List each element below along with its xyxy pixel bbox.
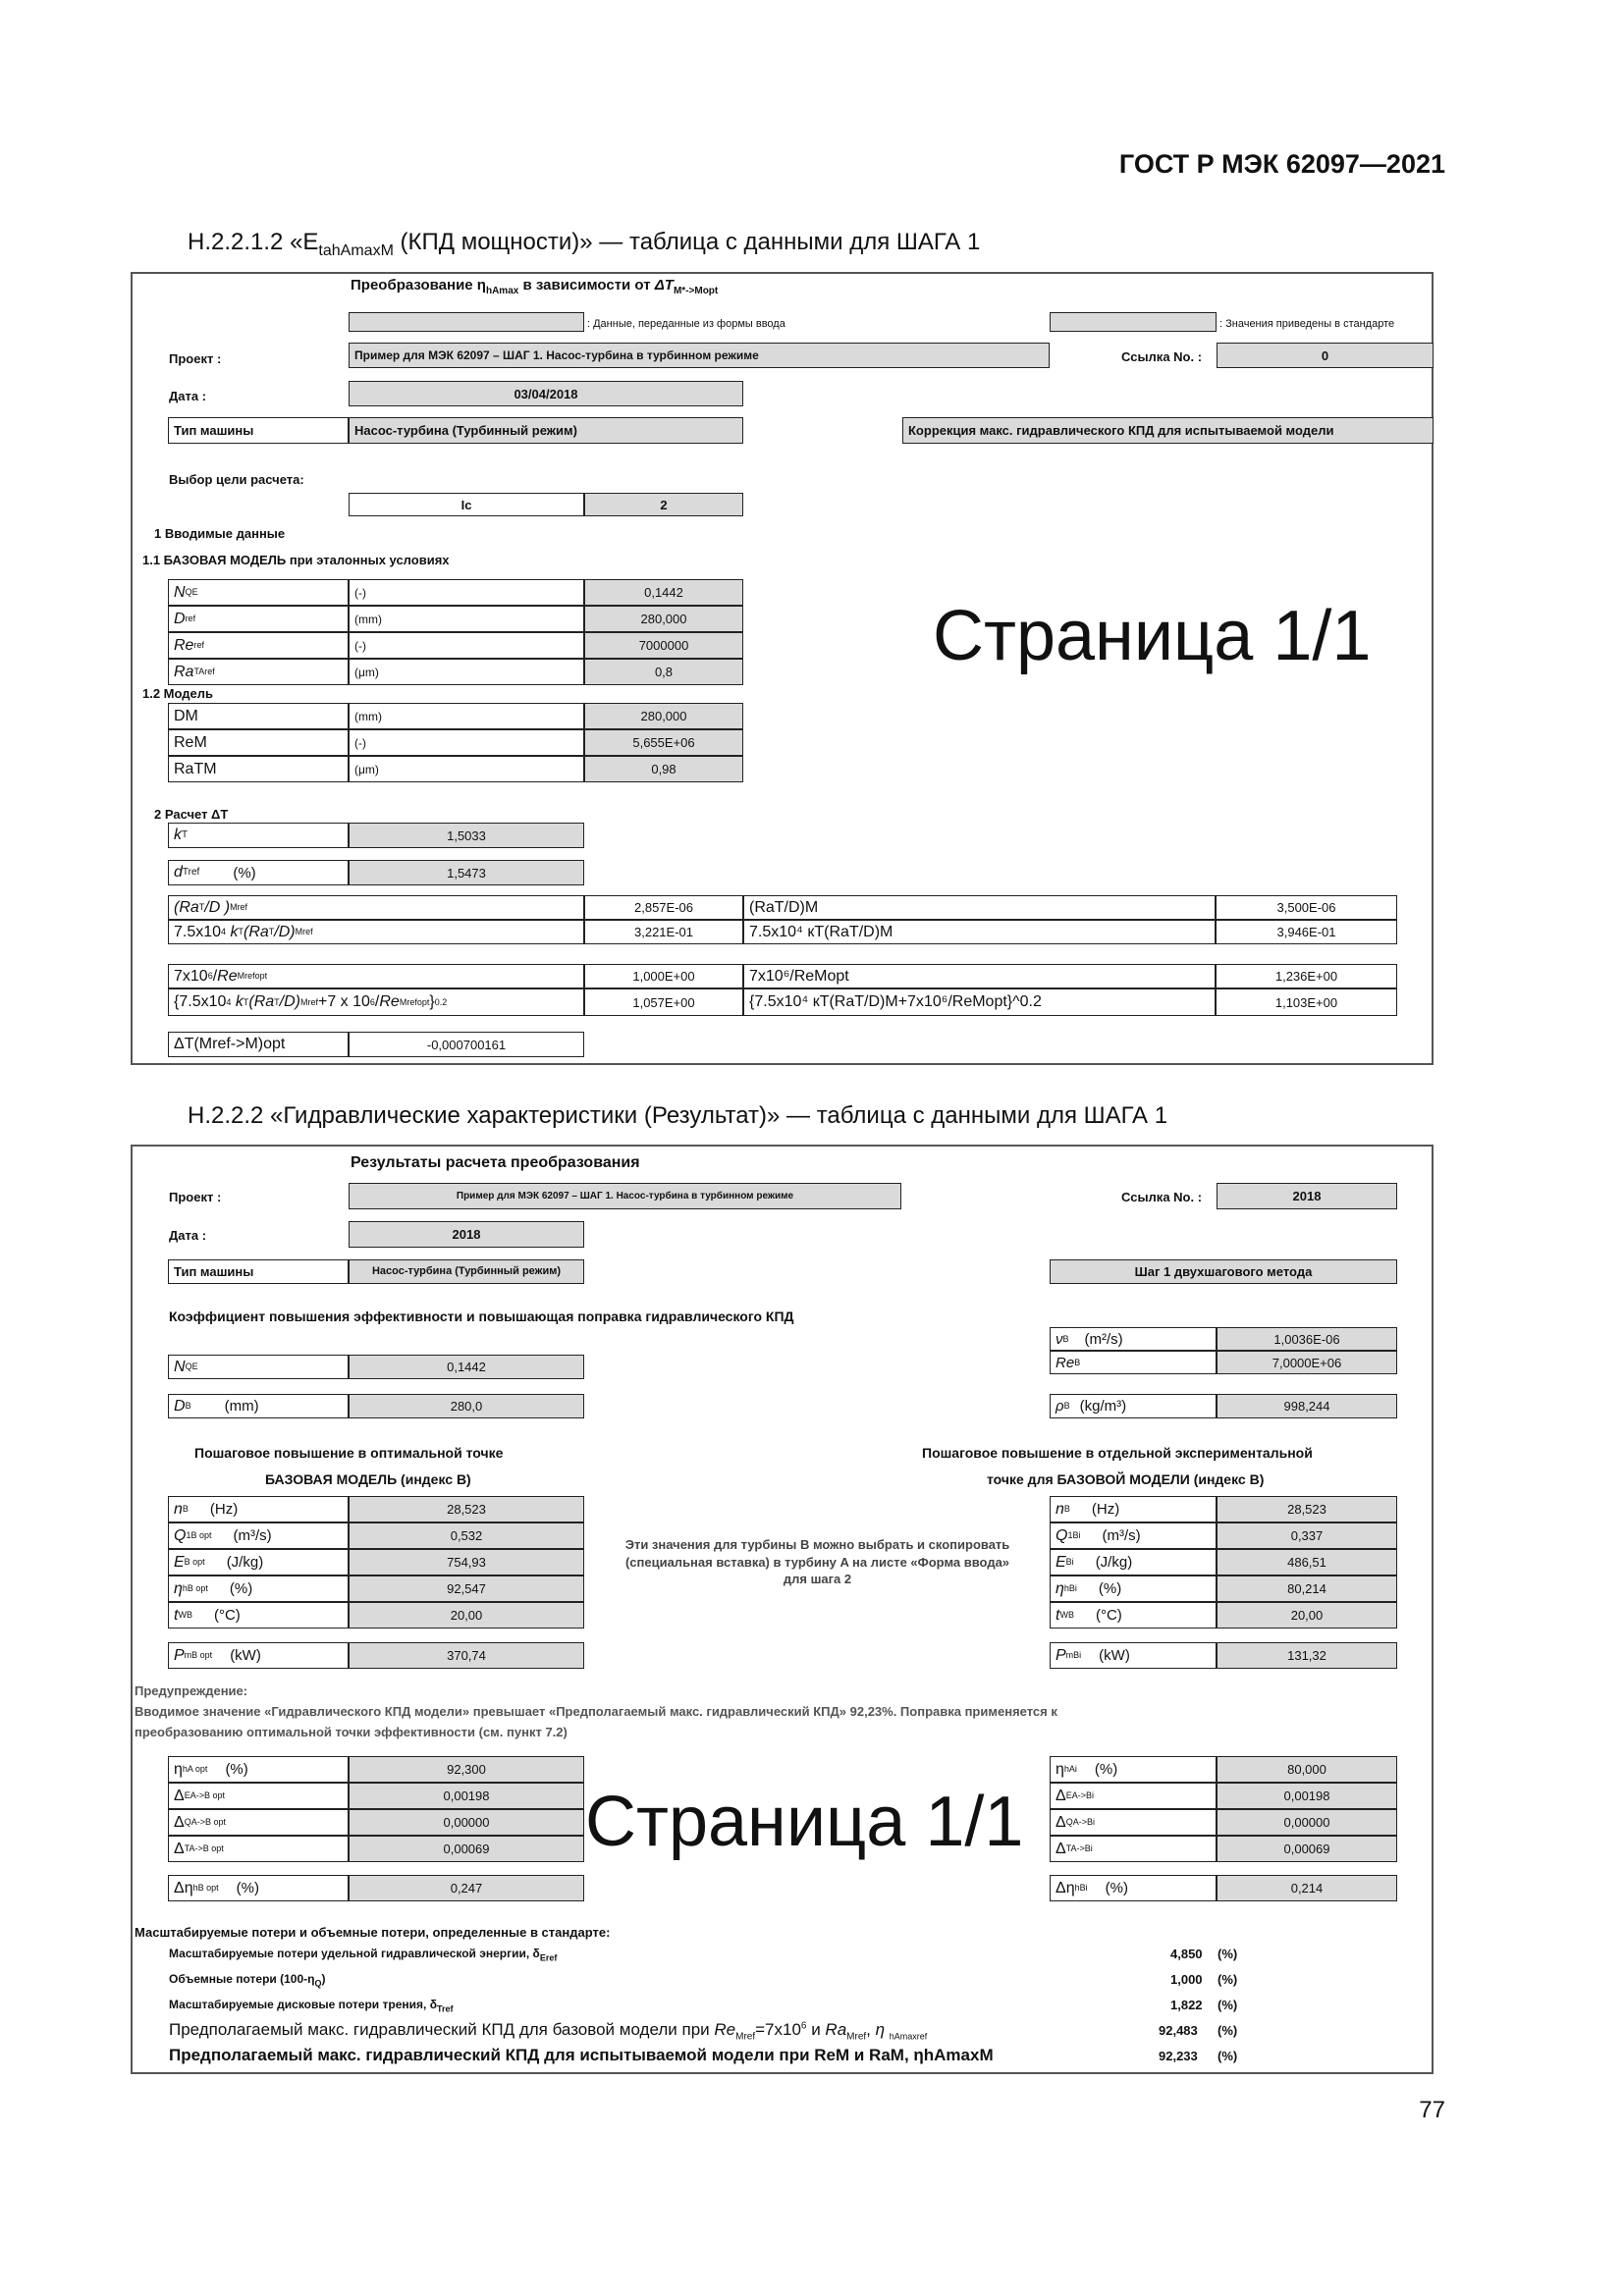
calc2-right-1: {7.5x10⁴ кT(RaT/D)M+7x10⁶/ReMopt}^0.2	[743, 988, 1216, 1016]
model-value-0: 280,000	[584, 703, 743, 729]
base-sym-2: Re ref	[168, 632, 349, 659]
left-value-2: 754,93	[349, 1549, 584, 1575]
right-sym-2: E Bi (J/kg)	[1050, 1549, 1217, 1575]
kt-label: k T	[168, 823, 349, 848]
h2-calc-dt: 2 Расчет ΔT	[154, 807, 229, 822]
calc1-right-1: 7.5x10⁴ кT(RaT/D)M	[743, 920, 1216, 944]
loss-label-2: Масштабируемые дисковые потери трения, $\delta_{Tref}$	[169, 1998, 454, 2014]
calc1-left-1: 7.5x10 4 k T (Ra T /D) Mref	[168, 920, 584, 944]
right-delta-sym-0: η hAi (%)	[1050, 1756, 1217, 1783]
left-sym-4: t WB (°C)	[168, 1602, 349, 1629]
right-delta-value-3: 0,00069	[1217, 1836, 1397, 1862]
date2-value: 2018	[349, 1221, 584, 1248]
loss-value-0: 4,850	[1170, 1947, 1203, 1961]
model-value-1: 5,655E+06	[584, 729, 743, 756]
right-p-sym: P mBi (kW)	[1050, 1642, 1217, 1669]
loss-value-2: 1,822	[1170, 1998, 1203, 2012]
calc2-left-0: 7x10 6 / Re Mrefopt	[168, 964, 584, 988]
base-value-2: 7000000	[584, 632, 743, 659]
table2-title: Результаты расчета преобразования	[351, 1154, 640, 1171]
section2-caption: Н.2.2.2 «Гидравлические характеристики (Результат)» — таблица с данными для ШАГА 1	[188, 1102, 1168, 1129]
model-unit-2: (μm)	[349, 756, 584, 782]
calc1-lv-1: 3,221E-01	[584, 920, 743, 944]
dtm-label: ΔT(Mref->M)opt	[168, 1032, 349, 1057]
target-key: Ic	[349, 493, 584, 516]
calc2-lv-0: 1,000E+00	[584, 964, 743, 988]
machine-label: Тип машины	[168, 417, 349, 444]
target-value: 2	[584, 493, 743, 516]
left-deta-sym: Δη hB opt (%)	[168, 1875, 349, 1901]
legend-std-text: : Значения приведены в стандарте	[1219, 318, 1395, 330]
calc1-right-0: (RaT/D)M	[743, 895, 1216, 920]
legend-std-swatch	[1050, 312, 1217, 332]
left-head2: БАЗОВАЯ МОДЕЛЬ (индекс B)	[265, 1471, 471, 1487]
right-value-0: 28,523	[1217, 1496, 1397, 1522]
machine2-label: Тип машины	[168, 1259, 349, 1284]
left-head1: Пошаговое повышение в оптимальной точке	[194, 1445, 504, 1461]
ref2-value: 2018	[1217, 1183, 1397, 1209]
left-value-4: 20,00	[349, 1602, 584, 1629]
standard-number: ГОСТ Р МЭК 62097—2021	[1118, 149, 1445, 179]
right-sym-4: t WB (°C)	[1050, 1602, 1217, 1629]
left-sym-1: Q 1B opt (m³/s)	[168, 1522, 349, 1549]
right-head1: Пошаговое повышение в отдельной экспериментальной	[922, 1445, 1313, 1461]
re-value: 7,0000E+06	[1217, 1351, 1397, 1374]
correction-label: Коррекция макс. гидравлического КПД для испытываемой модели	[902, 417, 1434, 444]
base-value-3: 0,8	[584, 659, 743, 685]
ref-value: 0	[1217, 343, 1434, 368]
ref2-label: Ссылка No. :	[1121, 1190, 1203, 1204]
base-value-1: 280,000	[584, 606, 743, 632]
calc1-left-0: (Ra T /D ) Mref	[168, 895, 584, 920]
calc2-rv-0: 1,236E+00	[1216, 964, 1397, 988]
final2-label: Предполагаемый макс. гидравлический КПД для испытываемой модели при ReM и RaM, ηhAmaxM	[169, 2046, 994, 2064]
legend-input-text: : Данные, переданные из формы ввода	[587, 318, 785, 330]
base-unit-0: (-)	[349, 579, 584, 606]
rho-value: 998,244	[1217, 1394, 1397, 1418]
db-label: D B (mm)	[168, 1394, 349, 1418]
base-sym-1: D ref	[168, 606, 349, 632]
db-value: 280,0	[349, 1394, 584, 1418]
final1-value: 92,483	[1159, 2023, 1198, 2038]
right-sym-3: η hBi (%)	[1050, 1575, 1217, 1602]
rho-label: ρ B (kg/m³)	[1050, 1394, 1217, 1418]
right-delta-value-2: 0,00000	[1217, 1809, 1397, 1836]
calc2-right-0: 7x10⁶/ReMopt	[743, 964, 1216, 988]
watermark-2: Страница 1/1	[585, 1783, 1024, 1861]
left-sym-2: E B opt (J/kg)	[168, 1549, 349, 1575]
h12-model: 1.2 Модель	[142, 686, 214, 701]
project2-label: Проект :	[169, 1190, 222, 1204]
base-value-0: 0,1442	[584, 579, 743, 606]
right-delta-sym-3: Δ TA->Bi	[1050, 1836, 1217, 1862]
re-label: Re B	[1050, 1351, 1217, 1374]
watermark-1: Страница 1/1	[933, 597, 1372, 675]
loss-label-0: Масштабируемые потери удельной гидравлической энергии, $\delta_{Eref}$	[169, 1947, 558, 1963]
left-p-value: 370,74	[349, 1642, 584, 1669]
final1-label: Предполагаемый макс. гидравлический КПД для базовой модели при $Re_{Mref}=7x10^6$ и $Ra_{Mref}$, η $_{hAmaxref}$	[169, 2020, 928, 2043]
nqe2-label: N QE	[168, 1355, 349, 1379]
model-unit-1: (-)	[349, 729, 584, 756]
target-label: Выбор цели расчета:	[169, 472, 304, 487]
middle-note: Эти значения для турбины B можно выбрать и скопировать (специальная вставка) в турбину A на листе «Форма ввода» для шага 2	[624, 1537, 1010, 1587]
left-value-3: 92,547	[349, 1575, 584, 1602]
final1-unit: (%)	[1218, 2023, 1238, 2038]
left-sym-3: η hB opt (%)	[168, 1575, 349, 1602]
right-head2: точке для БАЗОВОЙ МОДЕЛИ (индекс B)	[987, 1471, 1265, 1487]
right-delta-sym-2: Δ QA->Bi	[1050, 1809, 1217, 1836]
legend-input-swatch	[349, 312, 584, 332]
final2-value: 92,233	[1159, 2049, 1198, 2063]
date-label: Дата :	[169, 389, 207, 403]
kt-value: 1,5033	[349, 823, 584, 848]
right-value-4: 20,00	[1217, 1602, 1397, 1629]
section1-caption: Н.2.2.1.2 «$E_{tahAmaxM}$ (КПД мощности)» — таблица с данными для ШАГА 1	[188, 229, 981, 259]
left-sym-0: n B (Hz)	[168, 1496, 349, 1522]
nu-label: ν B (m²/s)	[1050, 1327, 1217, 1351]
left-delta-sym-3: Δ TA->B opt	[168, 1836, 349, 1862]
right-delta-value-1: 0,00198	[1217, 1783, 1397, 1809]
model-value-2: 0,98	[584, 756, 743, 782]
warning-line2: преобразованию оптимальной точки эффективности (см. пункт 7.2)	[135, 1725, 568, 1739]
loss-unit-1: (%)	[1218, 1972, 1238, 1987]
dt-label: d Tref (%)	[168, 860, 349, 885]
dt-value: 1,5473	[349, 860, 584, 885]
right-sym-0: n B (Hz)	[1050, 1496, 1217, 1522]
left-delta-sym-0: η hA opt (%)	[168, 1756, 349, 1783]
calc1-lv-0: 2,857E-06	[584, 895, 743, 920]
model-sym-0: DM	[168, 703, 349, 729]
calc2-rv-1: 1,103E+00	[1216, 988, 1397, 1016]
final2-unit: (%)	[1218, 2049, 1238, 2063]
calc2-lv-1: 1,057E+00	[584, 988, 743, 1016]
calc1-rv-1: 3,946E-01	[1216, 920, 1397, 944]
left-delta-value-0: 92,300	[349, 1756, 584, 1783]
left-delta-value-1: 0,00198	[349, 1783, 584, 1809]
machine2-value: Насос-турбина (Турбинный режим)	[349, 1259, 584, 1284]
base-unit-2: (-)	[349, 632, 584, 659]
h11-base-model: 1.1 БАЗОВАЯ МОДЕЛЬ при эталонных условиях	[142, 553, 450, 567]
left-delta-sym-2: Δ QA->B opt	[168, 1809, 349, 1836]
project2-value: Пример для МЭК 62097 – ШАГ 1. Насос-турбина в турбинном режиме	[349, 1183, 901, 1209]
ref-label: Ссылка No. :	[1121, 349, 1203, 364]
page-number: 77	[1419, 2097, 1445, 2123]
left-deta-value: 0,247	[349, 1875, 584, 1901]
loss-value-1: 1,000	[1170, 1972, 1203, 1987]
left-delta-value-2: 0,00000	[349, 1809, 584, 1836]
machine-value: Насос-турбина (Турбинный режим)	[349, 417, 743, 444]
left-value-0: 28,523	[349, 1496, 584, 1522]
right-value-2: 486,51	[1217, 1549, 1397, 1575]
nqe2-value: 0,1442	[349, 1355, 584, 1379]
coeff-title: Коэффициент повышения эффективности и повышающая поправка гидравлического КПД	[169, 1308, 794, 1324]
loss-unit-0: (%)	[1218, 1947, 1238, 1961]
project-value: Пример для МЭК 62097 – ШАГ 1. Насос-турбина в турбинном режиме	[349, 343, 1050, 368]
project-label: Проект :	[169, 351, 222, 366]
left-p-sym: P mB opt (kW)	[168, 1642, 349, 1669]
right-deta-sym: Δη hBi (%)	[1050, 1875, 1217, 1901]
calc1-rv-0: 3,500E-06	[1216, 895, 1397, 920]
date2-label: Дата :	[169, 1228, 207, 1243]
loss-label-1: Объемные потери $(100-\eta_Q)$	[169, 1972, 326, 1989]
calc2-left-1: {7.5x10 4 k T (Ra T /D) Mref +7 x 10 6 / Re Mrefopt } 0.2	[168, 988, 584, 1016]
dtm-value: -0,000700161	[349, 1032, 584, 1057]
nu-value: 1,0036E-06	[1217, 1327, 1397, 1351]
right-deta-value: 0,214	[1217, 1875, 1397, 1901]
model-sym-1: ReM	[168, 729, 349, 756]
left-delta-sym-1: Δ EA->B opt	[168, 1783, 349, 1809]
base-sym-0: N QE	[168, 579, 349, 606]
losses-title: Масштабируемые потери и объемные потери, определенные в стандарте:	[135, 1925, 611, 1940]
right-delta-sym-1: Δ EA->Bi	[1050, 1783, 1217, 1809]
right-p-value: 131,32	[1217, 1642, 1397, 1669]
right-value-3: 80,214	[1217, 1575, 1397, 1602]
base-sym-3: Ra TAref	[168, 659, 349, 685]
base-unit-3: (μm)	[349, 659, 584, 685]
step-label: Шаг 1 двухшагового метода	[1050, 1259, 1397, 1284]
right-sym-1: Q 1Bi (m³/s)	[1050, 1522, 1217, 1549]
right-delta-value-0: 80,000	[1217, 1756, 1397, 1783]
model-unit-0: (mm)	[349, 703, 584, 729]
left-delta-value-3: 0,00069	[349, 1836, 584, 1862]
right-value-1: 0,337	[1217, 1522, 1397, 1549]
model-sym-2: RaTM	[168, 756, 349, 782]
base-unit-1: (mm)	[349, 606, 584, 632]
loss-unit-2: (%)	[1218, 1998, 1238, 2012]
h1-input-data: 1 Вводимые данные	[154, 526, 286, 541]
date-value: 03/04/2018	[349, 381, 743, 406]
warning-line1: Вводимое значение «Гидравлического КПД модели» превышает «Предполагаемый макс. гидравлический КПД» 92,23%. Поправка применяется к	[135, 1704, 1057, 1719]
warning-title: Предупреждение:	[135, 1683, 248, 1698]
table1-title: Преобразование $\eta_{hAmax}$ в зависимости от $\Delta T_{M*->Mopt}$	[351, 277, 719, 296]
left-value-1: 0,532	[349, 1522, 584, 1549]
